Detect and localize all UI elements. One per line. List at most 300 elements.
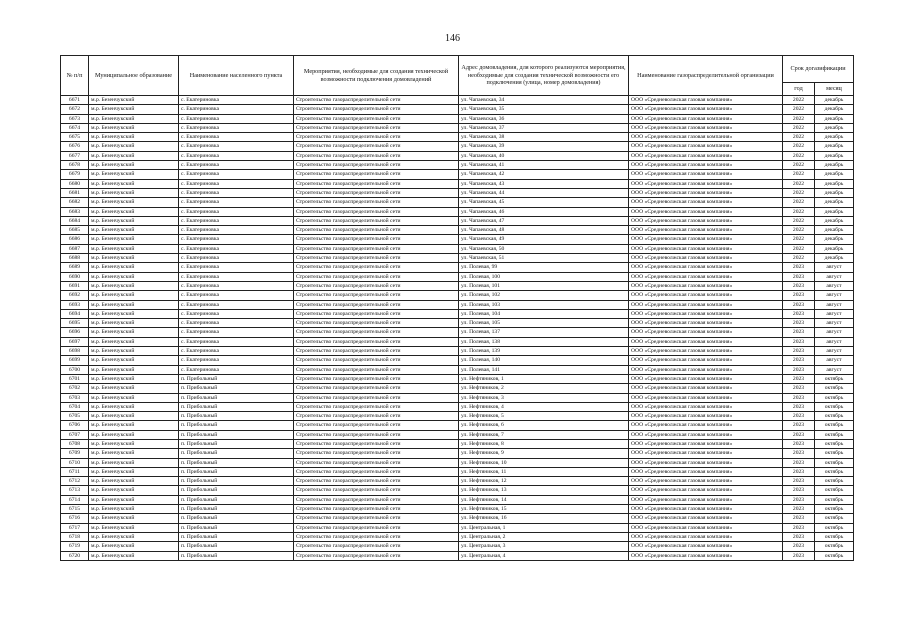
cell-year: 2023 (783, 421, 815, 430)
cell-organization: ООО «Средневолжская газовая компания» (629, 542, 783, 551)
cell-address: ул. Чапаевская, 49 (459, 235, 629, 244)
cell-organization: ООО «Средневолжская газовая компания» (629, 133, 783, 142)
cell-measures: Строительство газораспределительной сети (294, 365, 459, 374)
cell-organization: ООО «Средневолжская газовая компания» (629, 514, 783, 523)
cell-municipality: м.р. Безенчукский (89, 105, 179, 114)
table-row (61, 458, 854, 467)
cell-num: 6717 (61, 523, 89, 532)
cell-organization: ООО «Средневолжская газовая компания» (629, 421, 783, 430)
cell-address: ул. Нефтяников, 1 (459, 374, 629, 383)
cell-month: декабрь (815, 96, 854, 105)
cell-month: октябрь (815, 439, 854, 448)
cell-measures: Строительство газораспределительной сети (294, 514, 459, 523)
cell-address: ул. Чапаевская, 36 (459, 114, 629, 123)
page-number: 146 (445, 33, 460, 44)
cell-num: 6705 (61, 412, 89, 421)
cell-year: 2023 (783, 402, 815, 411)
cell-year: 2022 (783, 170, 815, 179)
cell-address: ул. Полевая, 102 (459, 291, 629, 300)
cell-address: ул. Нефтяников, 6 (459, 421, 629, 430)
cell-year: 2023 (783, 309, 815, 318)
cell-month: октябрь (815, 467, 854, 476)
table-row (61, 179, 854, 188)
cell-municipality: м.р. Безенчукский (89, 430, 179, 439)
cell-measures: Строительство газораспределительной сети (294, 123, 459, 132)
cell-month: август (815, 356, 854, 365)
cell-measures: Строительство газораспределительной сети (294, 105, 459, 114)
table-row (61, 542, 854, 551)
header-organization: Наименование газораспределительной организации (629, 56, 783, 96)
cell-organization: ООО «Средневолжская газовая компания» (629, 309, 783, 318)
cell-municipality: м.р. Безенчукский (89, 523, 179, 532)
cell-settlement: с. Екатериновка (179, 235, 294, 244)
cell-month: октябрь (815, 532, 854, 541)
cell-year: 2022 (783, 235, 815, 244)
cell-address: ул. Центральная, 1 (459, 523, 629, 532)
table-row (61, 244, 854, 253)
cell-month: декабрь (815, 123, 854, 132)
cell-organization: ООО «Средневолжская газовая компания» (629, 439, 783, 448)
cell-num: 6677 (61, 151, 89, 160)
cell-year: 2022 (783, 105, 815, 114)
table-row (61, 514, 854, 523)
cell-year: 2022 (783, 161, 815, 170)
cell-settlement: с. Екатериновка (179, 328, 294, 337)
cell-organization: ООО «Средневолжская газовая компания» (629, 356, 783, 365)
cell-month: декабрь (815, 244, 854, 253)
cell-organization: ООО «Средневолжская газовая компания» (629, 300, 783, 309)
cell-year: 2023 (783, 412, 815, 421)
cell-settlement: с. Екатериновка (179, 347, 294, 356)
cell-num: 6719 (61, 542, 89, 551)
table-row (61, 133, 854, 142)
header-settlement: Наименование населенного пункта (179, 56, 294, 96)
cell-settlement: с. Екатериновка (179, 309, 294, 318)
cell-year: 2022 (783, 133, 815, 142)
cell-municipality: м.р. Безенчукский (89, 365, 179, 374)
cell-municipality: м.р. Безенчукский (89, 216, 179, 225)
cell-measures: Строительство газораспределительной сети (294, 114, 459, 123)
cell-month: август (815, 337, 854, 346)
cell-measures: Строительство газораспределительной сети (294, 151, 459, 160)
cell-settlement: п. Прибольный (179, 542, 294, 551)
table-row (61, 505, 854, 514)
cell-settlement: с. Екатериновка (179, 198, 294, 207)
cell-municipality: м.р. Безенчукский (89, 505, 179, 514)
cell-address: ул. Чапаевская, 42 (459, 170, 629, 179)
cell-measures: Строительство газораспределительной сети (294, 216, 459, 225)
cell-num: 6697 (61, 337, 89, 346)
cell-month: декабрь (815, 254, 854, 263)
cell-settlement: п. Прибольный (179, 412, 294, 421)
table-row (61, 495, 854, 504)
cell-organization: ООО «Средневолжская газовая компания» (629, 114, 783, 123)
cell-num: 6692 (61, 291, 89, 300)
cell-num: 6678 (61, 161, 89, 170)
cell-settlement: п. Прибольный (179, 514, 294, 523)
cell-municipality: м.р. Безенчукский (89, 96, 179, 105)
cell-month: октябрь (815, 523, 854, 532)
cell-year: 2022 (783, 188, 815, 197)
cell-year: 2022 (783, 114, 815, 123)
cell-address: ул. Чапаевская, 51 (459, 254, 629, 263)
cell-municipality: м.р. Безенчукский (89, 532, 179, 541)
cell-settlement: п. Прибольный (179, 439, 294, 448)
cell-organization: ООО «Средневолжская газовая компания» (629, 384, 783, 393)
cell-organization: ООО «Средневолжская газовая компания» (629, 207, 783, 216)
cell-month: декабрь (815, 114, 854, 123)
cell-year: 2023 (783, 393, 815, 402)
table-row (61, 421, 854, 430)
cell-month: октябрь (815, 430, 854, 439)
cell-num: 6713 (61, 486, 89, 495)
cell-num: 6702 (61, 384, 89, 393)
cell-municipality: м.р. Безенчукский (89, 207, 179, 216)
cell-year: 2023 (783, 272, 815, 281)
cell-municipality: м.р. Безенчукский (89, 235, 179, 244)
cell-address: ул. Полевая, 141 (459, 365, 629, 374)
cell-organization: ООО «Средневолжская газовая компания» (629, 96, 783, 105)
table-row (61, 486, 854, 495)
cell-num: 6703 (61, 393, 89, 402)
cell-month: октябрь (815, 393, 854, 402)
cell-measures: Строительство газораспределительной сети (294, 384, 459, 393)
cell-measures: Строительство газораспределительной сети (294, 309, 459, 318)
cell-address: ул. Чапаевская, 39 (459, 142, 629, 151)
table-row (61, 449, 854, 458)
cell-settlement: с. Екатериновка (179, 188, 294, 197)
cell-measures: Строительство газораспределительной сети (294, 207, 459, 216)
table-row (61, 170, 854, 179)
cell-num: 6684 (61, 216, 89, 225)
cell-num: 6693 (61, 300, 89, 309)
cell-address: ул. Полевая, 100 (459, 272, 629, 281)
cell-settlement: с. Екатериновка (179, 272, 294, 281)
cell-organization: ООО «Средневолжская газовая компания» (629, 486, 783, 495)
cell-organization: ООО «Средневолжская газовая компания» (629, 123, 783, 132)
cell-month: декабрь (815, 235, 854, 244)
cell-measures: Строительство газораспределительной сети (294, 170, 459, 179)
cell-address: ул. Нефтяников, 8 (459, 439, 629, 448)
cell-organization: ООО «Средневолжская газовая компания» (629, 495, 783, 504)
cell-year: 2023 (783, 291, 815, 300)
cell-municipality: м.р. Безенчукский (89, 123, 179, 132)
cell-municipality: м.р. Безенчукский (89, 179, 179, 188)
cell-num: 6714 (61, 495, 89, 504)
cell-year: 2023 (783, 505, 815, 514)
cell-measures: Строительство газораспределительной сети (294, 532, 459, 541)
cell-address: ул. Нефтяников, 4 (459, 402, 629, 411)
cell-num: 6672 (61, 105, 89, 114)
cell-measures: Строительство газораспределительной сети (294, 505, 459, 514)
header-month: месяц (815, 83, 854, 96)
cell-month: октябрь (815, 458, 854, 467)
cell-municipality: м.р. Безенчукский (89, 514, 179, 523)
cell-address: ул. Нефтяников, 12 (459, 477, 629, 486)
cell-settlement: с. Екатериновка (179, 356, 294, 365)
cell-measures: Строительство газораспределительной сети (294, 188, 459, 197)
cell-year: 2023 (783, 263, 815, 272)
cell-month: август (815, 291, 854, 300)
cell-municipality: м.р. Безенчукский (89, 281, 179, 290)
cell-address: ул. Чапаевская, 44 (459, 188, 629, 197)
cell-municipality: м.р. Безенчукский (89, 188, 179, 197)
cell-municipality: м.р. Безенчукский (89, 170, 179, 179)
cell-settlement: с. Екатериновка (179, 123, 294, 132)
cell-settlement: п. Прибольный (179, 486, 294, 495)
cell-organization: ООО «Средневолжская газовая компания» (629, 291, 783, 300)
cell-settlement: с. Екатериновка (179, 365, 294, 374)
cell-measures: Строительство газораспределительной сети (294, 254, 459, 263)
table-row (61, 254, 854, 263)
cell-month: август (815, 281, 854, 290)
cell-year: 2022 (783, 96, 815, 105)
cell-organization: ООО «Средневолжская газовая компания» (629, 226, 783, 235)
cell-measures: Строительство газораспределительной сети (294, 328, 459, 337)
cell-year: 2023 (783, 523, 815, 532)
cell-organization: ООО «Средневолжская газовая компания» (629, 179, 783, 188)
cell-settlement: п. Прибольный (179, 393, 294, 402)
cell-settlement: с. Екатериновка (179, 142, 294, 151)
cell-measures: Строительство газораспределительной сети (294, 281, 459, 290)
cell-year: 2023 (783, 477, 815, 486)
table-row (61, 281, 854, 290)
cell-measures: Строительство газораспределительной сети (294, 133, 459, 142)
cell-municipality: м.р. Безенчукский (89, 393, 179, 402)
cell-year: 2022 (783, 123, 815, 132)
cell-measures: Строительство газораспределительной сети (294, 542, 459, 551)
cell-organization: ООО «Средневолжская газовая компания» (629, 319, 783, 328)
cell-num: 6687 (61, 244, 89, 253)
cell-num: 6674 (61, 123, 89, 132)
cell-settlement: с. Екатериновка (179, 281, 294, 290)
cell-month: октябрь (815, 412, 854, 421)
cell-address: ул. Центральная, 2 (459, 532, 629, 541)
cell-settlement: с. Екатериновка (179, 291, 294, 300)
cell-settlement: п. Прибольный (179, 402, 294, 411)
cell-settlement: п. Прибольный (179, 532, 294, 541)
cell-settlement: п. Прибольный (179, 421, 294, 430)
table-row (61, 374, 854, 383)
cell-num: 6718 (61, 532, 89, 541)
table-row (61, 319, 854, 328)
cell-measures: Строительство газораспределительной сети (294, 226, 459, 235)
cell-year: 2023 (783, 281, 815, 290)
cell-settlement: с. Екатериновка (179, 114, 294, 123)
cell-address: ул. Чапаевская, 46 (459, 207, 629, 216)
cell-address: ул. Центральная, 3 (459, 542, 629, 551)
cell-address: ул. Чапаевская, 38 (459, 133, 629, 142)
cell-month: октябрь (815, 421, 854, 430)
cell-organization: ООО «Средневолжская газовая компания» (629, 412, 783, 421)
table-row (61, 123, 854, 132)
cell-measures: Строительство газораспределительной сети (294, 291, 459, 300)
cell-municipality: м.р. Безенчукский (89, 467, 179, 476)
cell-organization: ООО «Средневолжская газовая компания» (629, 198, 783, 207)
cell-month: август (815, 300, 854, 309)
cell-num: 6712 (61, 477, 89, 486)
cell-organization: ООО «Средневолжская газовая компания» (629, 161, 783, 170)
cell-measures: Строительство газораспределительной сети (294, 272, 459, 281)
table-row (61, 532, 854, 541)
cell-municipality: м.р. Безенчукский (89, 402, 179, 411)
table-row (61, 263, 854, 272)
header-address: Адрес домовладения, для которого реализуются мероприятия, необходимые для создания технической возможности его подключения (улица, номер домовладения) (459, 56, 629, 96)
cell-address: ул. Полевая, 105 (459, 319, 629, 328)
header-measures: Мероприятия, необходимые для создания технической возможности подключения домовладений (294, 56, 459, 96)
cell-measures: Строительство газораспределительной сети (294, 319, 459, 328)
table-header (61, 56, 854, 96)
cell-year: 2022 (783, 179, 815, 188)
header-municipality: Муниципальное образование (89, 56, 179, 96)
cell-measures: Строительство газораспределительной сети (294, 495, 459, 504)
cell-municipality: м.р. Безенчукский (89, 272, 179, 281)
cell-organization: ООО «Средневолжская газовая компания» (629, 347, 783, 356)
cell-organization: ООО «Средневолжская газовая компания» (629, 151, 783, 160)
cell-organization: ООО «Средневолжская газовая компания» (629, 328, 783, 337)
cell-organization: ООО «Средневолжская газовая компания» (629, 551, 783, 560)
cell-address: ул. Полевая, 103 (459, 300, 629, 309)
cell-address: ул. Чапаевская, 48 (459, 226, 629, 235)
cell-address: ул. Чапаевская, 40 (459, 151, 629, 160)
cell-address: ул. Нефтяников, 5 (459, 412, 629, 421)
cell-year: 2023 (783, 337, 815, 346)
cell-month: декабрь (815, 226, 854, 235)
cell-num: 6701 (61, 374, 89, 383)
cell-num: 6707 (61, 430, 89, 439)
cell-num: 6708 (61, 439, 89, 448)
table-row (61, 216, 854, 225)
cell-settlement: с. Екатериновка (179, 337, 294, 346)
cell-organization: ООО «Средневолжская газовая компания» (629, 402, 783, 411)
cell-municipality: м.р. Безенчукский (89, 458, 179, 467)
cell-year: 2023 (783, 319, 815, 328)
cell-month: декабрь (815, 151, 854, 160)
table-row (61, 235, 854, 244)
table-row (61, 309, 854, 318)
cell-address: ул. Чапаевская, 41 (459, 161, 629, 170)
cell-measures: Строительство газораспределительной сети (294, 374, 459, 383)
cell-num: 6710 (61, 458, 89, 467)
cell-num: 6685 (61, 226, 89, 235)
cell-measures: Строительство газораспределительной сети (294, 300, 459, 309)
cell-num: 6720 (61, 551, 89, 560)
cell-year: 2023 (783, 439, 815, 448)
cell-municipality: м.р. Безенчукский (89, 384, 179, 393)
cell-municipality: м.р. Безенчукский (89, 495, 179, 504)
cell-num: 6696 (61, 328, 89, 337)
cell-settlement: с. Екатериновка (179, 216, 294, 225)
cell-organization: ООО «Средневолжская газовая компания» (629, 374, 783, 383)
cell-num: 6691 (61, 281, 89, 290)
cell-year: 2022 (783, 226, 815, 235)
cell-measures: Строительство газораспределительной сети (294, 161, 459, 170)
cell-measures: Строительство газораспределительной сети (294, 449, 459, 458)
table-row (61, 477, 854, 486)
cell-settlement: с. Екатериновка (179, 254, 294, 263)
cell-measures: Строительство газораспределительной сети (294, 393, 459, 402)
cell-address: ул. Нефтяников, 14 (459, 495, 629, 504)
cell-month: август (815, 328, 854, 337)
cell-organization: ООО «Средневолжская газовая компания» (629, 365, 783, 374)
cell-num: 6686 (61, 235, 89, 244)
cell-organization: ООО «Средневолжская газовая компания» (629, 263, 783, 272)
table-row (61, 188, 854, 197)
cell-settlement: с. Екатериновка (179, 300, 294, 309)
cell-year: 2022 (783, 151, 815, 160)
cell-organization: ООО «Средневолжская газовая компания» (629, 505, 783, 514)
cell-measures: Строительство газораспределительной сети (294, 337, 459, 346)
cell-month: октябрь (815, 542, 854, 551)
cell-measures: Строительство газораспределительной сети (294, 142, 459, 151)
cell-organization: ООО «Средневолжская газовая компания» (629, 430, 783, 439)
cell-measures: Строительство газораспределительной сети (294, 402, 459, 411)
cell-month: август (815, 272, 854, 281)
table-body (61, 96, 854, 561)
cell-settlement: с. Екатериновка (179, 96, 294, 105)
cell-month: октябрь (815, 495, 854, 504)
cell-month: декабрь (815, 142, 854, 151)
cell-measures: Строительство газораспределительной сети (294, 198, 459, 207)
table-row (61, 114, 854, 123)
cell-address: ул. Нефтяников, 3 (459, 393, 629, 402)
cell-settlement: п. Прибольный (179, 430, 294, 439)
cell-num: 6709 (61, 449, 89, 458)
cell-month: август (815, 347, 854, 356)
cell-measures: Строительство газораспределительной сети (294, 179, 459, 188)
cell-measures: Строительство газораспределительной сети (294, 551, 459, 560)
cell-num: 6673 (61, 114, 89, 123)
cell-month: октябрь (815, 449, 854, 458)
cell-measures: Строительство газораспределительной сети (294, 412, 459, 421)
cell-month: декабрь (815, 188, 854, 197)
cell-year: 2023 (783, 347, 815, 356)
cell-settlement: с. Екатериновка (179, 263, 294, 272)
cell-settlement: с. Екатериновка (179, 151, 294, 160)
cell-measures: Строительство газораспределительной сети (294, 347, 459, 356)
cell-organization: ООО «Средневолжская газовая компания» (629, 337, 783, 346)
table-row (61, 142, 854, 151)
cell-organization: ООО «Средневолжская газовая компания» (629, 532, 783, 541)
cell-measures: Строительство газораспределительной сети (294, 467, 459, 476)
cell-month: октябрь (815, 384, 854, 393)
cell-measures: Строительство газораспределительной сети (294, 356, 459, 365)
cell-settlement: с. Екатериновка (179, 207, 294, 216)
cell-num: 6698 (61, 347, 89, 356)
cell-settlement: с. Екатериновка (179, 226, 294, 235)
cell-address: ул. Нефтяников, 10 (459, 458, 629, 467)
cell-address: ул. Полевая, 104 (459, 309, 629, 318)
cell-measures: Строительство газораспределительной сети (294, 421, 459, 430)
cell-municipality: м.р. Безенчукский (89, 263, 179, 272)
cell-month: август (815, 309, 854, 318)
table-row (61, 291, 854, 300)
cell-municipality: м.р. Безенчукский (89, 133, 179, 142)
cell-year: 2023 (783, 384, 815, 393)
cell-address: ул. Полевая, 137 (459, 328, 629, 337)
cell-num: 6715 (61, 505, 89, 514)
cell-year: 2023 (783, 300, 815, 309)
cell-settlement: п. Прибольный (179, 458, 294, 467)
cell-measures: Строительство газораспределительной сети (294, 439, 459, 448)
cell-year: 2023 (783, 458, 815, 467)
cell-month: август (815, 263, 854, 272)
cell-year: 2023 (783, 374, 815, 383)
cell-settlement: с. Екатериновка (179, 105, 294, 114)
table-row (61, 337, 854, 346)
cell-month: октябрь (815, 551, 854, 560)
cell-settlement: с. Екатериновка (179, 244, 294, 253)
